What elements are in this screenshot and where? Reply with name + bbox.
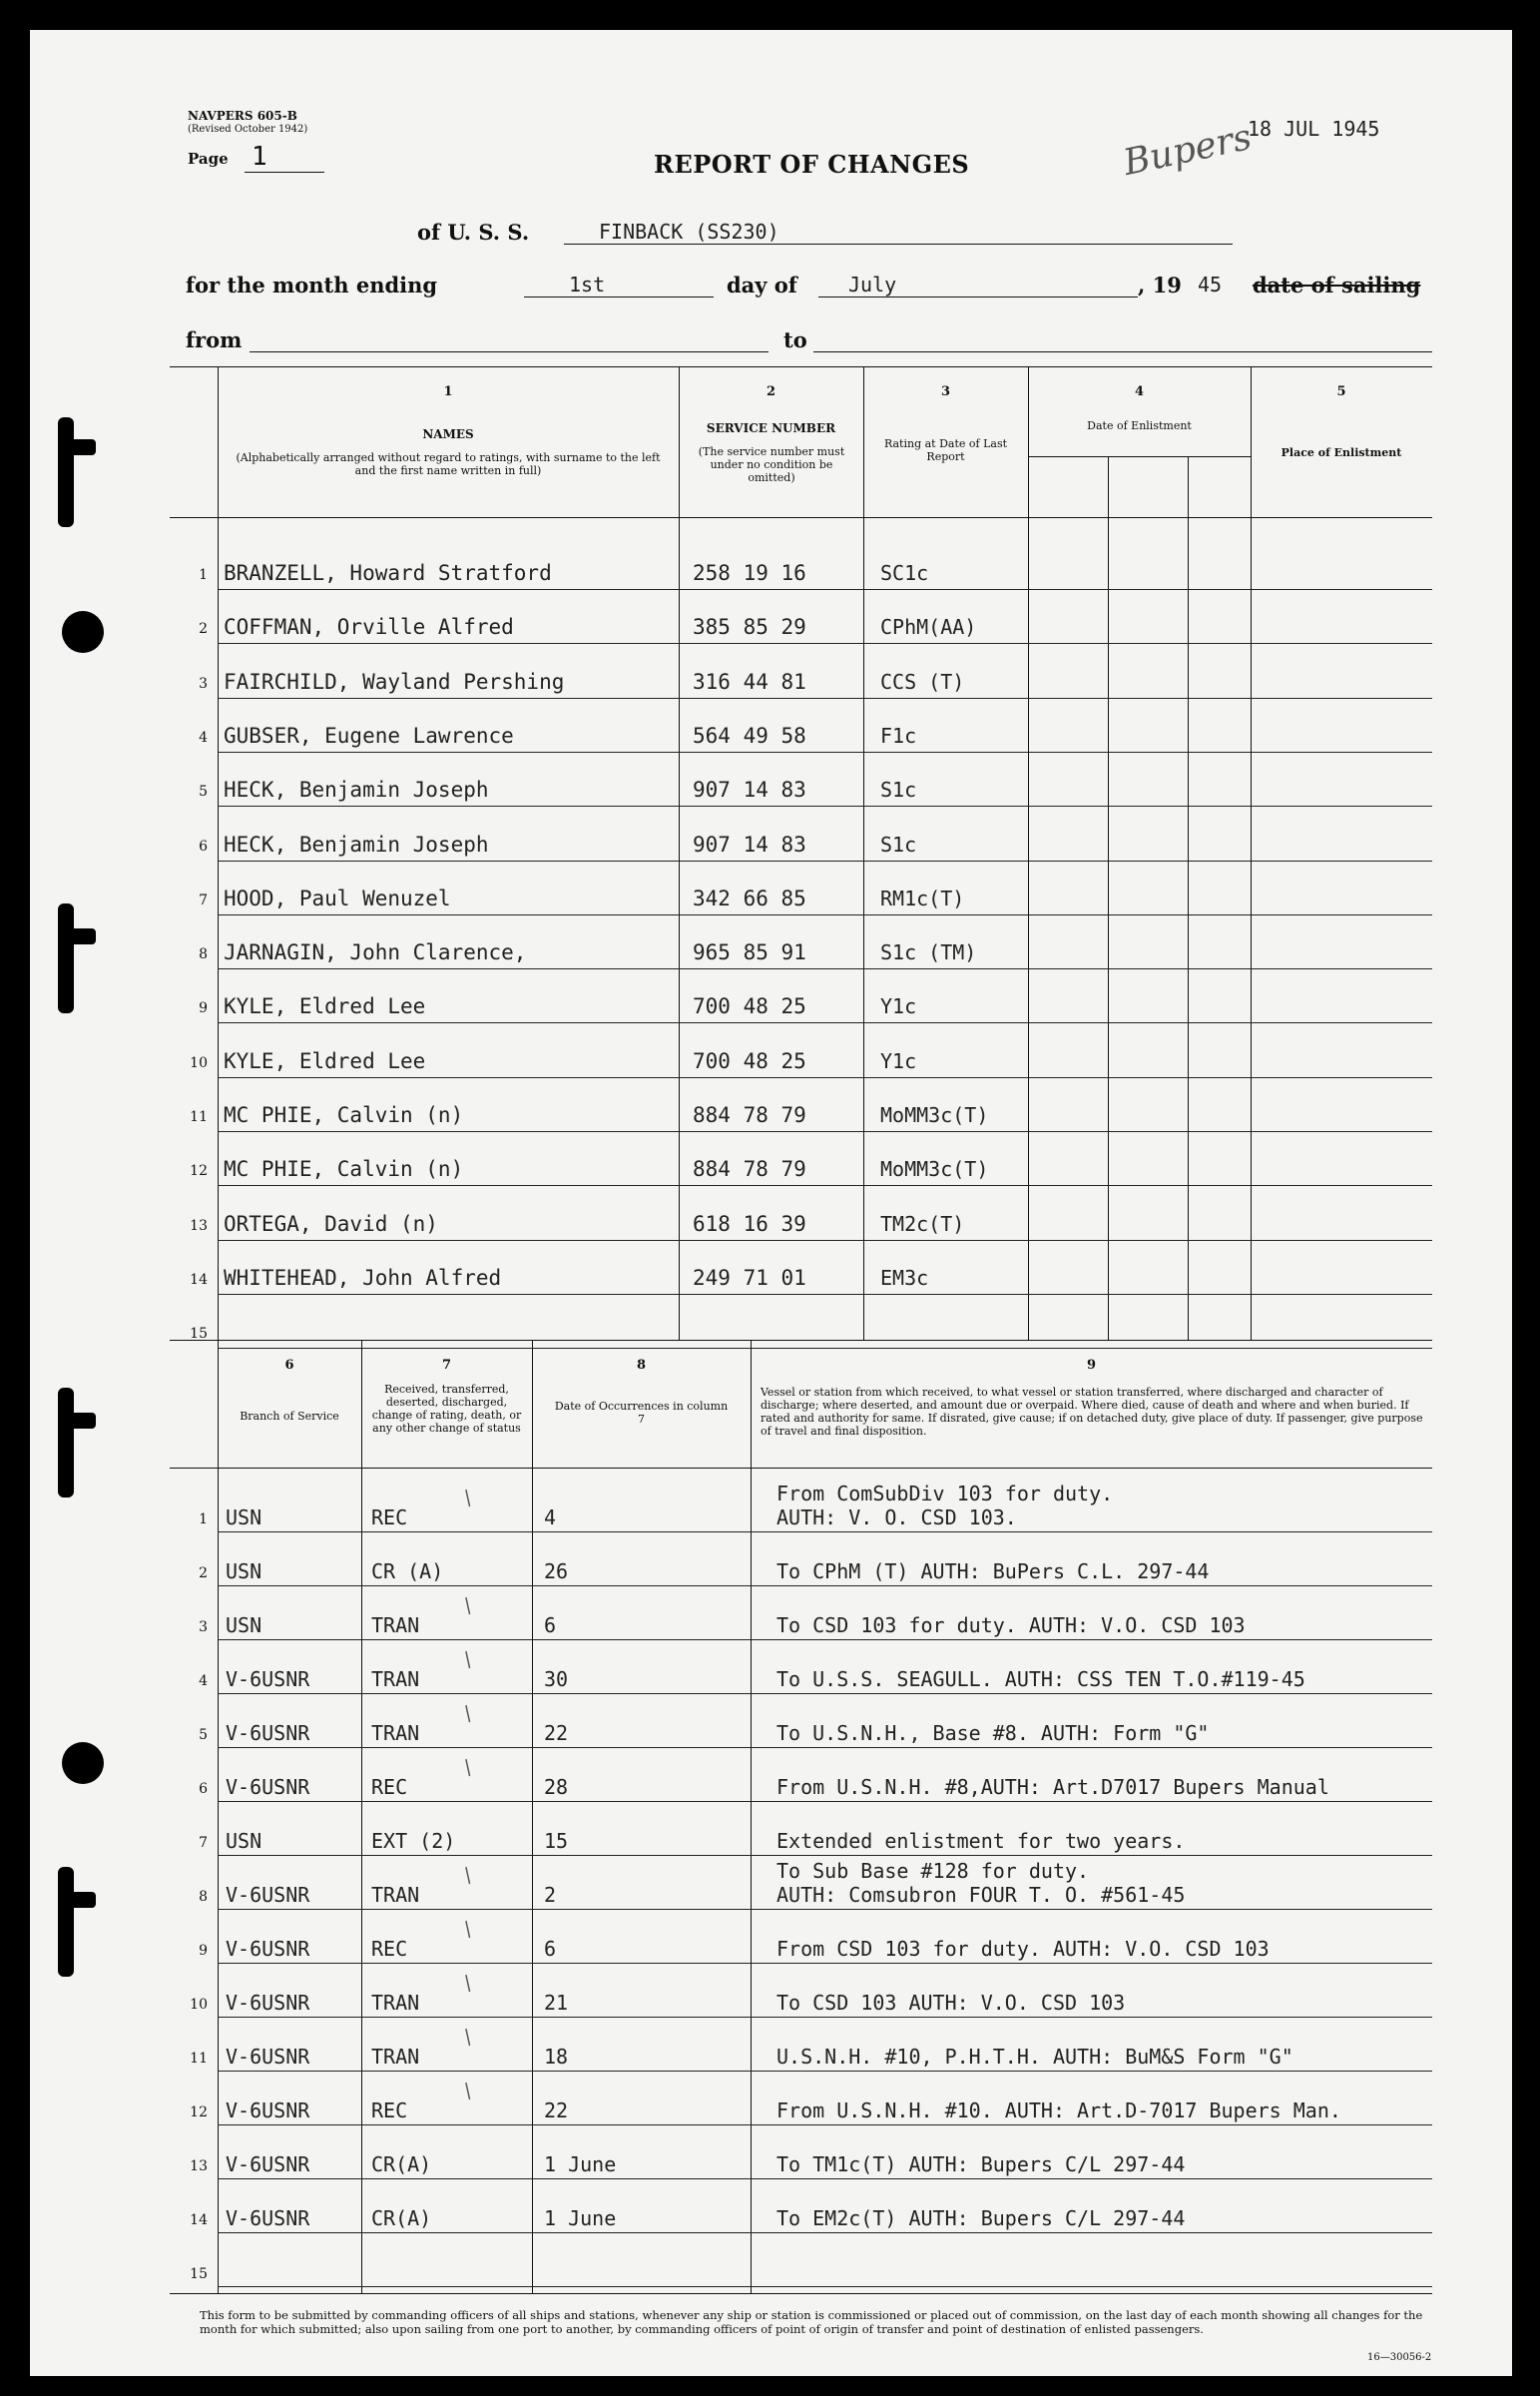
binder-clip (58, 417, 74, 527)
col3-title: Rating at Date of Last Report (883, 437, 1008, 463)
ship-underline (564, 244, 1233, 245)
row-rule (218, 1077, 1432, 1078)
col9-title: Vessel or station from which received, to what vessel or station transferred, where discharged and character of discharge; where deserted, and amount due or overpaid. Where died, cause of death and where and when buried. If rated and authority for same. If disrated, give cause; if on detached duty, give place of duty. If passenger, give purpose of travel and final disposition. (761, 1386, 1423, 1438)
rating-cell: TM2c(T) (880, 1211, 965, 1236)
row-number: 2 (199, 621, 208, 638)
row-rule (218, 2178, 1432, 2179)
binder-clip (58, 1867, 74, 1977)
row-rule (218, 589, 1432, 590)
row-number: 3 (199, 675, 208, 692)
row-rule (218, 914, 1432, 915)
rating-cell: RM1c(T) (880, 886, 965, 910)
upper-header-rule (170, 517, 1432, 518)
check-mark: / (458, 1862, 477, 1888)
enlistment-subrule (1028, 456, 1251, 457)
date-cell: 28 (544, 1775, 569, 1799)
branch-cell: V-6USNR (226, 1667, 310, 1691)
name-cell: MC PHIE, Calvin (n) (224, 1157, 464, 1182)
lower-col-divider (218, 1340, 219, 2293)
service-number-cell: 618 16 39 (693, 1211, 806, 1236)
row-rule (218, 1909, 1432, 1910)
row-rule (218, 2071, 1432, 2072)
lower-col-divider (751, 1340, 752, 2293)
change-cell: EXT (2) (371, 1829, 456, 1853)
name-cell: WHITEHEAD, John Alfred (224, 1265, 502, 1290)
uss-label: of U. S. S. (417, 220, 530, 245)
col2-number: 2 (766, 384, 776, 399)
form-number: 16—30056-2 (1367, 2352, 1432, 2363)
branch-cell: V-6USNR (226, 2152, 310, 2176)
date-cell: 26 (544, 1559, 569, 1583)
check-mark: / (458, 1700, 477, 1726)
col6-title: Branch of Service (240, 1410, 339, 1423)
change-cell: REC (371, 1505, 408, 1529)
row-rule (218, 1185, 1432, 1186)
page-title: REPORT OF CHANGES (654, 150, 970, 179)
row-rule (218, 806, 1432, 807)
page-label: Page (188, 150, 229, 168)
upper-col-divider (863, 366, 864, 1340)
change-cell: CR (A) (371, 1559, 444, 1583)
lower-header-rule (170, 1468, 1432, 1469)
service-number-cell: 700 48 25 (693, 994, 806, 1019)
remarks-cell: AUTH: V. O. CSD 103. (776, 1505, 1017, 1529)
page-underline (245, 172, 324, 173)
col8-title: Date of Occurrences in column 7 (554, 1400, 729, 1426)
row-number: 14 (190, 1271, 208, 1288)
remarks-cell: To EM2c(T) AUTH: Bupers C/L 297-44 (776, 2206, 1186, 2230)
row-number: 9 (199, 1943, 208, 1959)
service-number-cell: 700 48 25 (693, 1048, 806, 1073)
branch-cell: USN (226, 1559, 262, 1583)
rating-cell: SC1c (880, 561, 929, 585)
row-number: 5 (199, 784, 208, 801)
change-cell: CR(A) (371, 2206, 432, 2230)
ship-name: FINBACK (SS230) (599, 220, 779, 244)
rating-cell: EM3c (880, 1265, 929, 1290)
row-number: 13 (190, 1217, 208, 1234)
form-page (30, 30, 1512, 2376)
rating-cell: F1c (880, 723, 917, 748)
row-rule (218, 1348, 1432, 1349)
rating-cell: MoMM3c(T) (880, 1157, 989, 1182)
revised-date: (Revised October 1942) (188, 124, 308, 135)
row-number: 8 (199, 1889, 208, 1905)
branch-cell: V-6USNR (226, 1991, 310, 2015)
rating-cell: Y1c (880, 994, 917, 1019)
rating-cell: MoMM3c(T) (880, 1103, 989, 1127)
change-cell: TRAN (371, 1613, 420, 1637)
change-cell: REC (371, 2098, 408, 2122)
upper-table-top-rule (170, 366, 1432, 367)
remarks-cell: From CSD 103 for duty. AUTH: V.O. CSD 103 (776, 1937, 1270, 1961)
remarks-cell: From U.S.N.H. #8,AUTH: Art.D7017 Bupers Manual (776, 1775, 1329, 1799)
year-prefix: , 19 (1138, 273, 1182, 298)
row-rule (218, 1240, 1432, 1241)
month-label: for the month ending (186, 273, 438, 298)
date-cell: 22 (544, 2098, 569, 2122)
binder-clip (58, 903, 74, 1013)
remarks-cell: To TM1c(T) AUTH: Bupers C/L 297-44 (776, 2152, 1186, 2176)
branch-cell: V-6USNR (226, 1721, 310, 1745)
date-cell: 1 June (544, 2206, 617, 2230)
row-number: 1 (199, 567, 208, 583)
check-mark: / (458, 1916, 477, 1942)
to-underline (813, 351, 1432, 352)
row-rule (218, 1693, 1432, 1694)
row-number: 7 (199, 1835, 208, 1851)
change-cell: REC (371, 1775, 408, 1799)
check-mark: / (458, 1485, 477, 1510)
handwritten-signature: Bupers (1120, 116, 1256, 185)
remarks-top-cell: To Sub Base #128 for duty. (776, 1859, 1090, 1883)
to-label: to (783, 327, 807, 352)
row-rule (218, 2232, 1432, 2233)
remarks-cell: To CPhM (T) AUTH: BuPers C.L. 297-44 (776, 1559, 1210, 1583)
service-number-cell: 385 85 29 (693, 615, 806, 640)
form-id (188, 110, 307, 136)
footer-instructions: This form to be submitted by commanding officers of all ships and stations, whenever any ship or station is commissioned or placed out of commission, on the last day of each month showing all changes for the month for which submitted; also upon sailing from one port to another, by commanding officers of point of origin of transfer and point of destination of enlisted passengers. (200, 2308, 1423, 2336)
upper-col-divider (218, 366, 219, 1340)
branch-cell: V-6USNR (226, 1937, 310, 1961)
remarks-cell: To U.S.S. SEAGULL. AUTH: CSS TEN T.O.#119-45 (776, 1667, 1305, 1691)
row-rule (218, 1022, 1432, 1023)
binder-hole (62, 611, 104, 653)
remarks-top-cell: From ComSubDiv 103 for duty. (776, 1482, 1114, 1505)
lower-table-top-rule (170, 1340, 1432, 1341)
row-number: 12 (190, 1163, 208, 1180)
row-number: 4 (199, 729, 208, 746)
navpers-code: NAVPERS 605-B (188, 109, 297, 123)
col6-number: 6 (284, 1358, 294, 1373)
row-number: 7 (199, 892, 208, 908)
remarks-cell: U.S.N.H. #10, P.H.T.H. AUTH: BuM&S Form "G" (776, 2045, 1293, 2069)
row-number: 12 (190, 2104, 208, 2120)
row-rule (218, 968, 1432, 969)
service-number-cell: 316 44 81 (693, 669, 806, 694)
row-rule (218, 1747, 1432, 1748)
row-rule (218, 861, 1432, 862)
rating-cell: S1c (880, 832, 917, 857)
date-cell: 21 (544, 1991, 569, 2015)
row-rule (218, 752, 1432, 753)
row-number: 9 (199, 1000, 208, 1017)
page-number: 1 (252, 142, 267, 172)
name-cell: KYLE, Eldred Lee (224, 1048, 426, 1073)
name-cell: HECK, Benjamin Joseph (224, 778, 489, 803)
year-value: 45 (1198, 273, 1223, 297)
change-cell: TRAN (371, 1991, 420, 2015)
row-rule (218, 1855, 1432, 1856)
row-rule (218, 1639, 1432, 1640)
service-number-cell: 884 78 79 (693, 1157, 806, 1182)
date-cell: 4 (544, 1505, 557, 1529)
from-label: from (186, 327, 243, 352)
row-number: 6 (199, 1781, 208, 1797)
binder-clip-tab (58, 1892, 96, 1908)
col7-title: Received, transferred, deserted, discharged, change of rating, death, or any other change of status (371, 1383, 522, 1435)
row-number: 10 (190, 1997, 208, 2013)
day-underline (524, 297, 714, 298)
rating-cell: CCS (T) (880, 669, 965, 694)
row-number: 6 (199, 838, 208, 855)
col1-number: 1 (443, 384, 453, 399)
binder-hole (62, 1742, 104, 1784)
change-cell: TRAN (371, 1721, 420, 1745)
day-label: day of (727, 273, 797, 298)
name-cell: COFFMAN, Orville Alfred (224, 615, 514, 640)
rating-cell: CPhM(AA) (880, 615, 977, 640)
month-underline (818, 297, 1138, 298)
row-number: 3 (199, 1619, 208, 1635)
name-cell: BRANZELL, Howard Stratford (224, 561, 552, 585)
lower-col-divider (532, 1340, 533, 2293)
col5-title: Place of Enlistment (1281, 446, 1402, 459)
col5-number: 5 (1336, 384, 1346, 399)
remarks-cell: To CSD 103 for duty. AUTH: V.O. CSD 103 (776, 1613, 1246, 1637)
rating-cell: Y1c (880, 1048, 917, 1073)
branch-cell: USN (226, 1829, 262, 1853)
branch-cell: V-6USNR (226, 2206, 310, 2230)
row-number: 11 (190, 2051, 208, 2067)
date-cell: 18 (544, 2045, 569, 2069)
change-cell: REC (371, 1937, 408, 1961)
row-number: 5 (199, 1727, 208, 1743)
col4-title: Date of Enlistment (1087, 419, 1192, 432)
name-cell: GUBSER, Eugene Lawrence (224, 723, 514, 748)
change-cell: TRAN (371, 2045, 420, 2069)
received-stamp: 18 JUL 1945 (1248, 117, 1380, 141)
col3-number: 3 (940, 384, 951, 399)
row-rule (218, 643, 1432, 644)
name-cell: FAIRCHILD, Wayland Pershing (224, 669, 565, 694)
check-mark: / (458, 2078, 477, 2103)
date-cell: 6 (544, 1937, 557, 1961)
date-cell: 2 (544, 1883, 557, 1907)
row-rule (218, 1585, 1432, 1586)
row-number: 1 (199, 1511, 208, 1527)
remarks-cell: To CSD 103 AUTH: V.O. CSD 103 (776, 1991, 1126, 2015)
branch-cell: V-6USNR (226, 2045, 310, 2069)
check-mark: / (458, 1646, 477, 1672)
row-rule (218, 1531, 1432, 1532)
row-rule (218, 2017, 1432, 2018)
check-mark: / (458, 2024, 477, 2050)
change-cell: TRAN (371, 1883, 420, 1907)
binder-clip (58, 1388, 74, 1498)
name-cell: ORTEGA, David (n) (224, 1211, 438, 1236)
name-cell: HECK, Benjamin Joseph (224, 832, 489, 857)
row-number: 15 (190, 1326, 208, 1343)
service-number-cell: 907 14 83 (693, 778, 806, 803)
row-number: 14 (190, 2212, 208, 2228)
branch-cell: V-6USNR (226, 1775, 310, 1799)
upper-col-divider (679, 366, 680, 1340)
date-cell: 15 (544, 1829, 569, 1853)
remarks-cell: To U.S.N.H., Base #8. AUTH: Form "G" (776, 1721, 1210, 1745)
row-number: 10 (190, 1054, 208, 1071)
row-rule (218, 2286, 1432, 2287)
col4-number: 4 (1134, 384, 1145, 399)
from-underline (250, 351, 769, 352)
day-value: 1st (569, 273, 606, 297)
col2-title: SERVICE NUMBER (706, 421, 836, 435)
date-cell: 6 (544, 1613, 557, 1637)
row-number: 4 (199, 1673, 208, 1689)
name-cell: HOOD, Paul Wenuzel (224, 886, 451, 910)
name-cell: MC PHIE, Calvin (n) (224, 1103, 464, 1127)
remarks-cell: From U.S.N.H. #10. AUTH: Art.D-7017 Bupers Man. (776, 2098, 1341, 2122)
service-number-cell: 965 85 91 (693, 940, 806, 965)
row-number: 13 (190, 2158, 208, 2174)
check-mark: / (458, 1592, 477, 1618)
lower-col-divider (361, 1340, 362, 2293)
col2-note: (The service number must under no condition be omitted) (698, 445, 845, 484)
service-number-cell: 342 66 85 (693, 886, 806, 910)
col1-title: NAMES (422, 427, 474, 441)
sailing-label: date of sailing (1253, 273, 1421, 298)
remarks-cell: Extended enlistment for two years. (776, 1829, 1186, 1853)
row-rule (218, 698, 1432, 699)
month-value: July (848, 273, 897, 297)
row-number: 2 (199, 1565, 208, 1581)
check-mark: / (458, 1754, 477, 1780)
name-cell: KYLE, Eldred Lee (224, 994, 426, 1019)
col9-number: 9 (1086, 1358, 1097, 1373)
branch-cell: V-6USNR (226, 1883, 310, 1907)
service-number-cell: 884 78 79 (693, 1103, 806, 1127)
row-number: 15 (190, 2266, 208, 2282)
service-number-cell: 907 14 83 (693, 832, 806, 857)
name-cell: JARNAGIN, John Clarence, (224, 940, 527, 965)
branch-cell: USN (226, 1505, 262, 1529)
row-number: 11 (190, 1109, 208, 1125)
row-number: 8 (199, 946, 208, 963)
upper-col-divider (1251, 366, 1252, 1340)
service-number-cell: 249 71 01 (693, 1265, 806, 1290)
row-rule (218, 1131, 1432, 1132)
row-rule (218, 1963, 1432, 1964)
remarks-cell: AUTH: Comsubron FOUR T. O. #561-45 (776, 1883, 1186, 1907)
service-number-cell: 564 49 58 (693, 723, 806, 748)
col7-number: 7 (441, 1358, 452, 1373)
upper-col-divider (1028, 366, 1029, 1340)
row-rule (218, 2124, 1432, 2125)
binder-clip-tab (58, 1413, 96, 1429)
branch-cell: USN (226, 1613, 262, 1637)
col8-number: 8 (636, 1358, 647, 1373)
date-cell: 22 (544, 1721, 569, 1745)
binder-clip-tab (58, 439, 96, 455)
date-cell: 30 (544, 1667, 569, 1691)
rating-cell: S1c (880, 778, 917, 803)
service-number-cell: 258 19 16 (693, 561, 806, 585)
check-mark: / (458, 1970, 477, 1996)
branch-cell: V-6USNR (226, 2098, 310, 2122)
change-cell: CR(A) (371, 2152, 432, 2176)
binder-clip-tab (58, 928, 96, 944)
row-rule (218, 1801, 1432, 1802)
col1-note: (Alphabetically arranged without regard to ratings, with surname to the left and the first name written in full) (236, 451, 661, 477)
change-cell: TRAN (371, 1667, 420, 1691)
date-cell: 1 June (544, 2152, 617, 2176)
lower-table-bottom-rule (170, 2293, 1432, 2294)
row-rule (218, 1294, 1432, 1295)
rating-cell: S1c (TM) (880, 940, 977, 965)
